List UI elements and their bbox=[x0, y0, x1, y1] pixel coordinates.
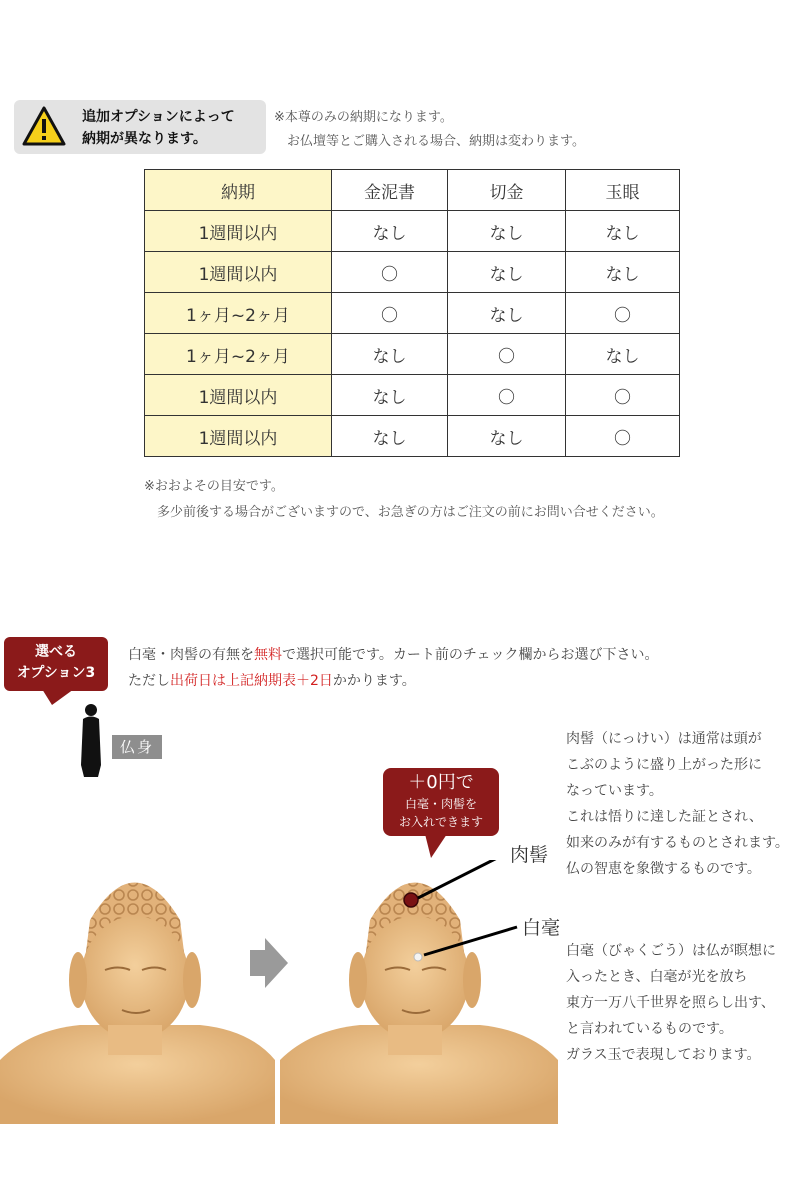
byakugo-description: 白毫（びゃくごう）は仏が瞑想に 入ったとき、白毫が光を放ち 東方一万八千世界を照らし出す、 と言われているものです。 ガラス玉で表現しております。 bbox=[566, 943, 776, 1063]
buddha-before bbox=[0, 883, 275, 1125]
arrow-right-icon bbox=[250, 938, 288, 988]
option-badge: 選べる オプション3 bbox=[4, 637, 108, 691]
buddha-figure-icon bbox=[78, 703, 104, 779]
header-cell: 納期 bbox=[145, 170, 332, 211]
delivery-table bbox=[144, 169, 680, 457]
buddha-after bbox=[280, 860, 561, 1124]
option-badge-tail bbox=[42, 689, 74, 705]
nikkei-label: 肉髻 bbox=[510, 844, 549, 866]
table-row: 1ヶ月~2ヶ月 〇 なし 〇 bbox=[145, 293, 680, 334]
price-bubble-tail bbox=[425, 834, 447, 858]
table-header-row bbox=[145, 170, 680, 211]
option-description: 白毫・肉髻の有無を無料で選択可能です。カート前のチェック欄からお選び下さい。 ただし出荷日は上記納期表＋2日かかります。 bbox=[128, 647, 659, 689]
header-cell: 切金 bbox=[448, 170, 566, 211]
header-cell: 金泥書 bbox=[332, 170, 448, 211]
table-row: 1週間以内 なし 〇 〇 bbox=[145, 375, 680, 416]
table-row: 1週間以内 なし なし なし bbox=[145, 211, 680, 252]
warning-text: 追加オプションによって 納期が異なります。 bbox=[82, 109, 235, 147]
nikkei-jewel bbox=[404, 893, 418, 907]
byakugo-jewel bbox=[414, 953, 422, 961]
header-cell: 玉眼 bbox=[566, 170, 680, 211]
delivery-note: ※本尊のみの納期になります。 お仏壇等とご購入される場合、納期は変わります。 bbox=[274, 110, 585, 149]
warning-banner bbox=[14, 100, 266, 154]
table-row: 1週間以内 〇 なし なし bbox=[145, 252, 680, 293]
buddha-comparison-image bbox=[0, 860, 560, 1124]
price-bubble: ＋0円で 白毫・肉髻を お入れできます bbox=[383, 768, 499, 836]
warning-icon bbox=[22, 106, 66, 146]
table-row: 1ヶ月~2ヶ月 なし 〇 なし bbox=[145, 334, 680, 375]
byakugo-label: 白毫 bbox=[522, 917, 561, 939]
nikkei-description: 肉髻（にっけい）は通常は頭が こぶのように盛り上がった形に なっています。 これは悟りに達した証とされ、 如来のみが有するものとされます。 仏の智恵を象徴するものです。 bbox=[566, 731, 789, 877]
table-note: ※おおよその目安です。 多少前後する場合がございますので、お急ぎの方はご注文の前にお問い合せください。 bbox=[144, 479, 664, 520]
table-row: 1週間以内 なし なし 〇 bbox=[145, 416, 680, 457]
body-label: 仏身 bbox=[112, 735, 162, 759]
